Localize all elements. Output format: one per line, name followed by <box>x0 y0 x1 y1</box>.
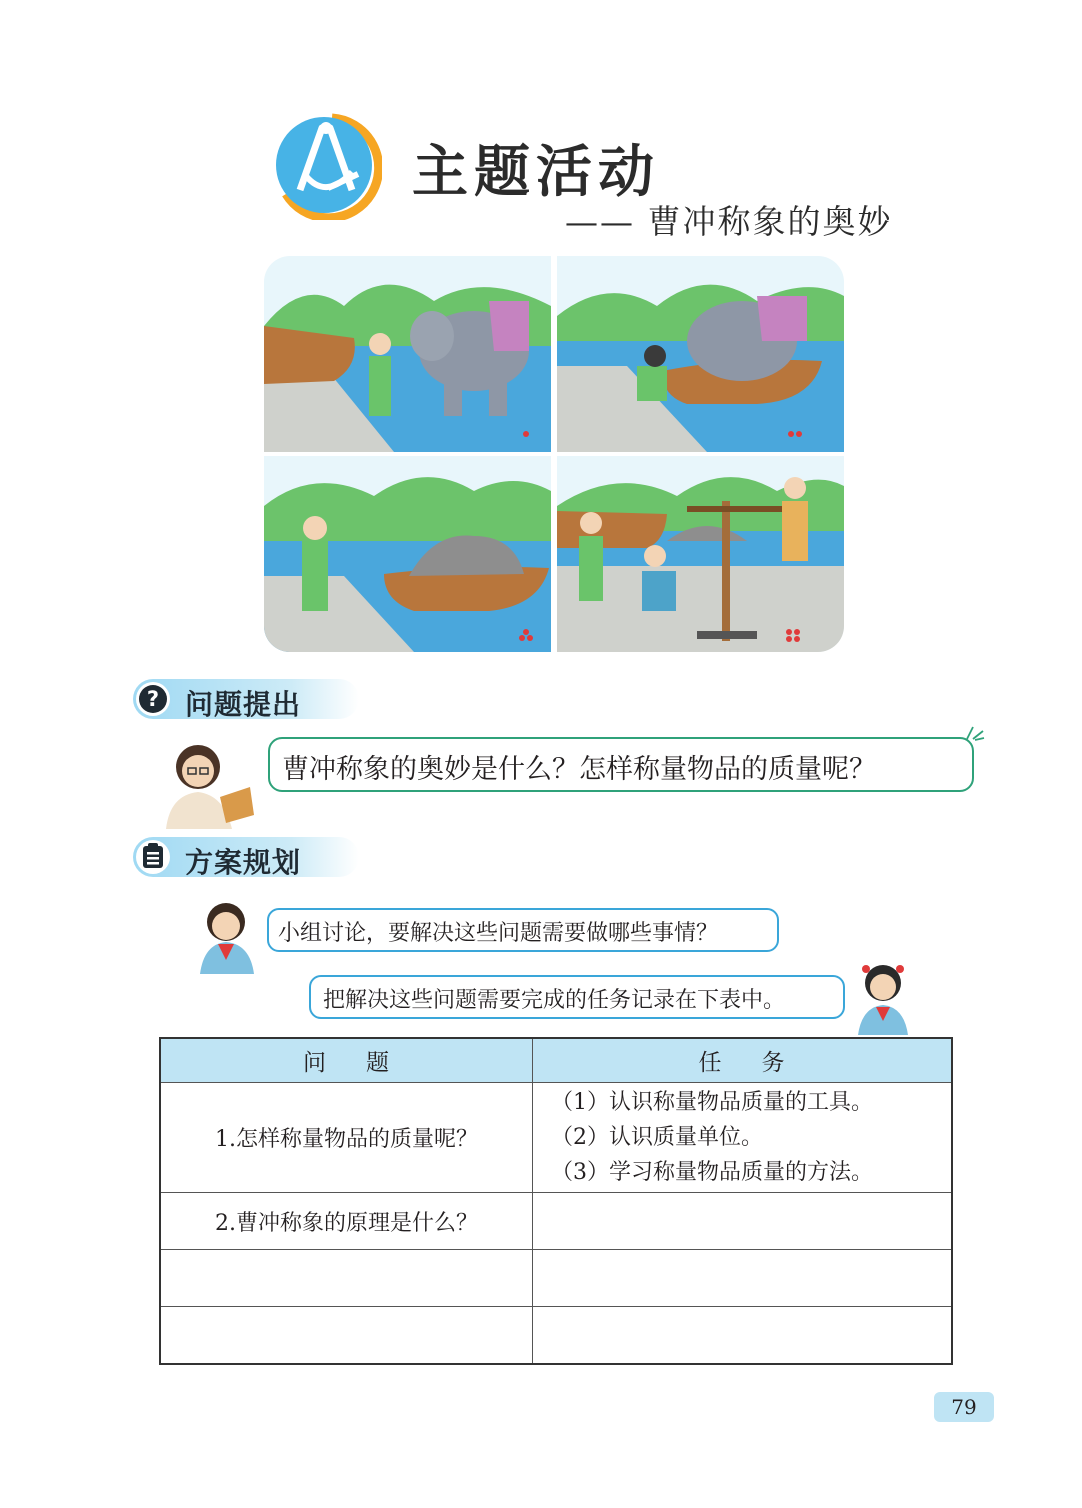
teacher-question-text: 曹冲称象的奥妙是什么？怎样称量物品的质量呢？ <box>282 754 876 785</box>
table-row <box>160 1250 952 1307</box>
task-cell <box>533 1083 953 1193</box>
task-cell[interactable] <box>533 1193 953 1250</box>
sparkle-icon <box>963 725 985 741</box>
comic-panel-3 <box>264 456 551 652</box>
task-table <box>159 1037 953 1365</box>
teacher-speech-bubble <box>268 737 974 792</box>
table-row <box>160 1307 952 1365</box>
column-header-question: 问题 <box>160 1038 533 1083</box>
comic-panel-2 <box>557 256 844 452</box>
question-cell: 1.怎样称量物品的质量呢？ <box>160 1083 533 1193</box>
girl-instruction-text: 把解决这些问题需要完成的任务记录在下表中。 <box>323 988 786 1013</box>
page-title: 主题活动 <box>412 140 660 205</box>
task-cell[interactable] <box>533 1250 953 1307</box>
table-header-row <box>160 1038 952 1083</box>
boy-avatar <box>196 898 262 974</box>
question-cell[interactable] <box>160 1307 533 1365</box>
column-header-task: 任务 <box>533 1038 953 1083</box>
list-icon <box>136 840 170 874</box>
question-icon <box>136 682 170 716</box>
comic-panel-4 <box>557 456 844 652</box>
boy-speech-bubble <box>267 908 779 952</box>
girl-speech-bubble <box>309 975 845 1019</box>
section-question-header <box>133 679 359 719</box>
task-item: （3）学习称量物品质量的方法。 <box>551 1160 873 1185</box>
svg-text:?: ? <box>146 687 160 711</box>
section-plan-label: 方案规划 <box>185 846 302 879</box>
page-subtitle: —— 曹冲称象的奥妙 <box>565 202 893 241</box>
compass-logo-icon <box>272 110 382 220</box>
task-item: （2）认识质量单位。 <box>551 1125 763 1150</box>
page-number: 79 <box>934 1392 994 1422</box>
section-question-label: 问题提出 <box>185 688 302 721</box>
table-row <box>160 1083 952 1193</box>
teacher-avatar <box>158 737 258 829</box>
question-cell[interactable] <box>160 1250 533 1307</box>
girl-avatar <box>852 957 914 1035</box>
task-cell[interactable] <box>533 1307 953 1365</box>
comic-panel-1 <box>264 256 551 452</box>
section-plan-header <box>133 837 359 877</box>
task-item: （1）认识称量物品质量的工具。 <box>551 1090 873 1115</box>
boy-discussion-text: 小组讨论，要解决这些问题需要做哪些事情？ <box>278 921 719 946</box>
question-cell: 2.曹冲称象的原理是什么？ <box>160 1193 533 1250</box>
comic-illustration <box>264 256 844 652</box>
table-row <box>160 1193 952 1250</box>
